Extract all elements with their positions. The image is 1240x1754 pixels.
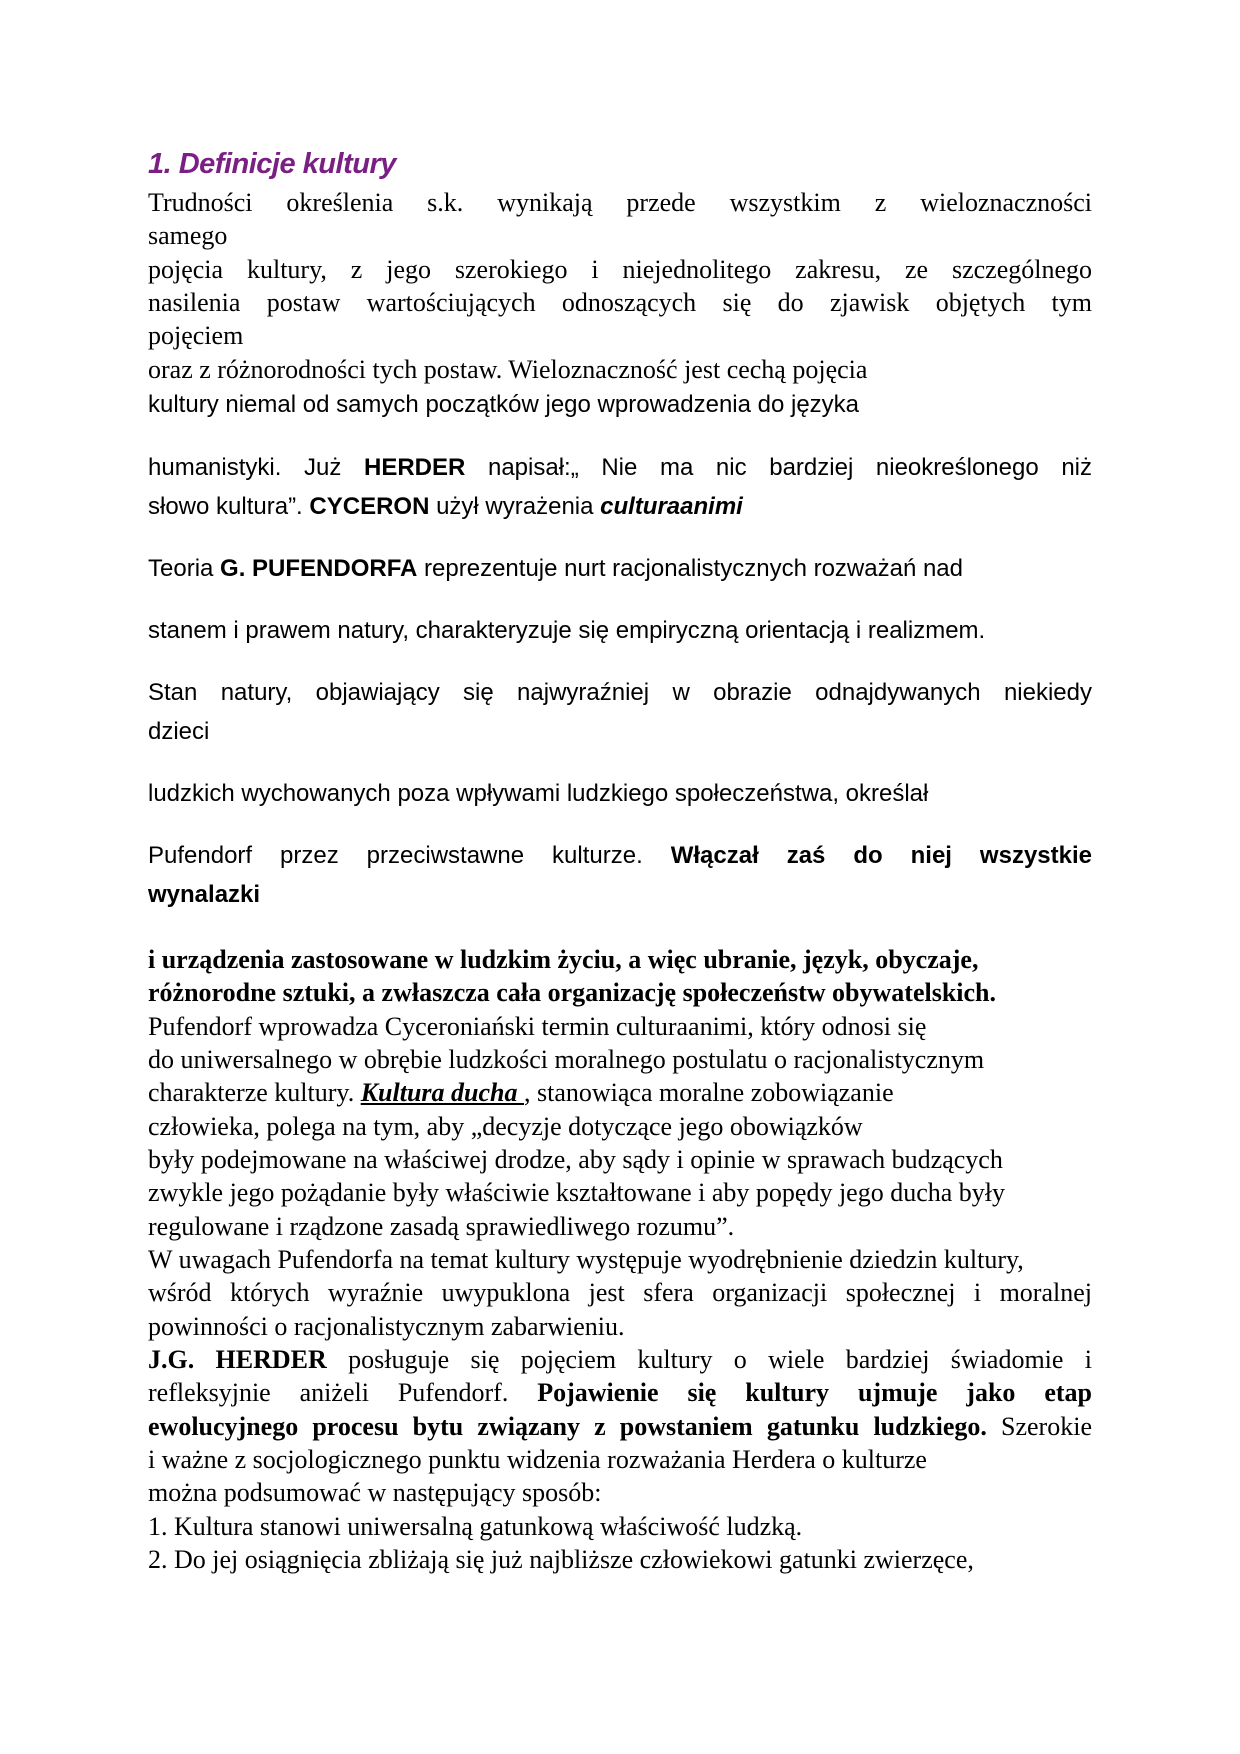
bold-phrase: Włączał zaś do niej wszystkie: [670, 842, 1092, 869]
list-item: 1. Kultura stanowi uniwersalną gatunkową właściwość ludzką.: [148, 1512, 803, 1541]
text-span: charakterze kultury.: [148, 1078, 361, 1107]
text-span: Szerokie: [986, 1412, 1092, 1441]
author-name: J.G. HERDER: [148, 1345, 327, 1374]
text-line: człowieka, polega na tym, aby „decyzje dotyczące jego obowiązków: [148, 1112, 863, 1141]
text-line: wśród których wyraźnie uwypuklona jest sfera organizacji społecznej i moralnej: [148, 1278, 1092, 1307]
list-item: 2. Do jej osiągnięcia zbliżają się już najbliższe człowiekowi gatunki zwierzęce,: [148, 1545, 974, 1574]
text-line: [148, 1376, 1092, 1409]
text-line: [148, 1410, 1092, 1443]
text-line: nasilenia postaw wartościujących odnoszących się do zjawisk objętych tym: [148, 288, 1092, 317]
text-line: [148, 490, 743, 523]
author-name: HERDER: [364, 454, 466, 481]
text-line: można podsumować w następujący sposób:: [148, 1478, 602, 1507]
text-span: użył wyrażenia: [429, 493, 601, 520]
text-span: napisał:„ Nie ma nic bardziej nieokreślonego niż: [465, 454, 1092, 481]
text-line: [148, 451, 1092, 484]
text-line: powinności o racjonalistycznym zabarwieniu.: [148, 1312, 625, 1341]
text-line: Pufendorf wprowadza Cyceroniański termin culturaanimi, który odnosi się: [148, 1012, 927, 1041]
text-line: stanem i prawem natury, charakteryzuje się empiryczną orientacją i realizmem.: [148, 617, 986, 644]
text-line: [148, 1343, 1092, 1376]
bold-phrase: Pojawienie się kultury ujmuje jako etap: [537, 1378, 1092, 1407]
text-line: różnorodne sztuki, a zwłaszcza cała organizację społeczeństw obywatelskich.: [148, 978, 997, 1007]
text-line: wynalazki: [148, 881, 261, 908]
text-line: oraz z różnorodności tych postaw. Wieloznaczność jest cechą pojęcia: [148, 355, 868, 384]
text-span: humanistyki. Już: [148, 454, 364, 481]
text-span: reprezentuje nurt racjonalistycznych rozważań nad: [417, 555, 964, 582]
text-line: pojęciem: [148, 321, 244, 350]
text-line: regulowane i rządzone zasadą sprawiedliwego rozumu”.: [148, 1212, 735, 1241]
text-span: refleksyjnie aniżeli Pufendorf.: [148, 1378, 538, 1407]
text-line: pojęcia kultury, z jego szerokiego i niejednolitego zakresu, ze szczególnego: [148, 255, 1092, 284]
text-line: były podejmowane na właściwej drodze, aby sądy i opinie w sprawach budzących: [148, 1145, 1003, 1174]
text-line: dzieci: [148, 718, 210, 745]
text-line: ludzkich wychowanych poza wpływami ludzkiego społeczeństwa, określał: [148, 780, 929, 807]
author-name: CYCERON: [309, 493, 430, 520]
section-heading: 1. Definicje kultury: [148, 148, 396, 180]
text-line: Trudności określenia s.k. wynikają przede wszystkim z wieloznaczności: [148, 188, 1092, 217]
latin-term: culturaanimi: [600, 493, 743, 520]
text-line: i urządzenia zastosowane w ludzkim życiu, a więc ubranie, język, obyczaje,: [148, 945, 979, 974]
text-line: [148, 839, 1092, 872]
text-line: zwykle jego pożądanie były właściwie kształtowane i aby popędy jego ducha były: [148, 1178, 1006, 1207]
author-name: G. PUFENDORFA: [220, 555, 418, 582]
text-span: Teoria: [148, 555, 221, 582]
text-line: [148, 1076, 894, 1109]
text-line: [148, 552, 963, 585]
text-line: i ważne z socjologicznego punktu widzenia rozważania Herdera o kulturze: [148, 1445, 927, 1474]
kultura-ducha-term: Kultura ducha: [360, 1078, 524, 1107]
text-span: słowo kultura”.: [148, 493, 310, 520]
text-line: samego: [148, 221, 228, 250]
text-line: kultury niemal od samych początków jego wprowadzenia do języka: [148, 391, 860, 418]
text-line: do uniwersalnego w obrębie ludzkości moralnego postulatu o racjonalistycznym: [148, 1045, 985, 1074]
bold-phrase: ewolucyjnego procesu bytu związany z powstaniem gatunku ludzkiego.: [148, 1412, 987, 1441]
text-line: W uwagach Pufendorfa na temat kultury występuje wyodrębnienie dziedzin kultury,: [148, 1245, 1024, 1274]
text-line: Stan natury, objawiający się najwyraźniej w obrazie odnajdywanych niekiedy: [148, 679, 1092, 706]
text-span: posługuje się pojęciem kultury o wiele bardziej świadomie i: [326, 1345, 1092, 1374]
text-span: Pufendorf przez przeciwstawne kulturze.: [148, 842, 671, 869]
text-span: , stanowiąca moralne zobowiązanie: [524, 1078, 894, 1107]
